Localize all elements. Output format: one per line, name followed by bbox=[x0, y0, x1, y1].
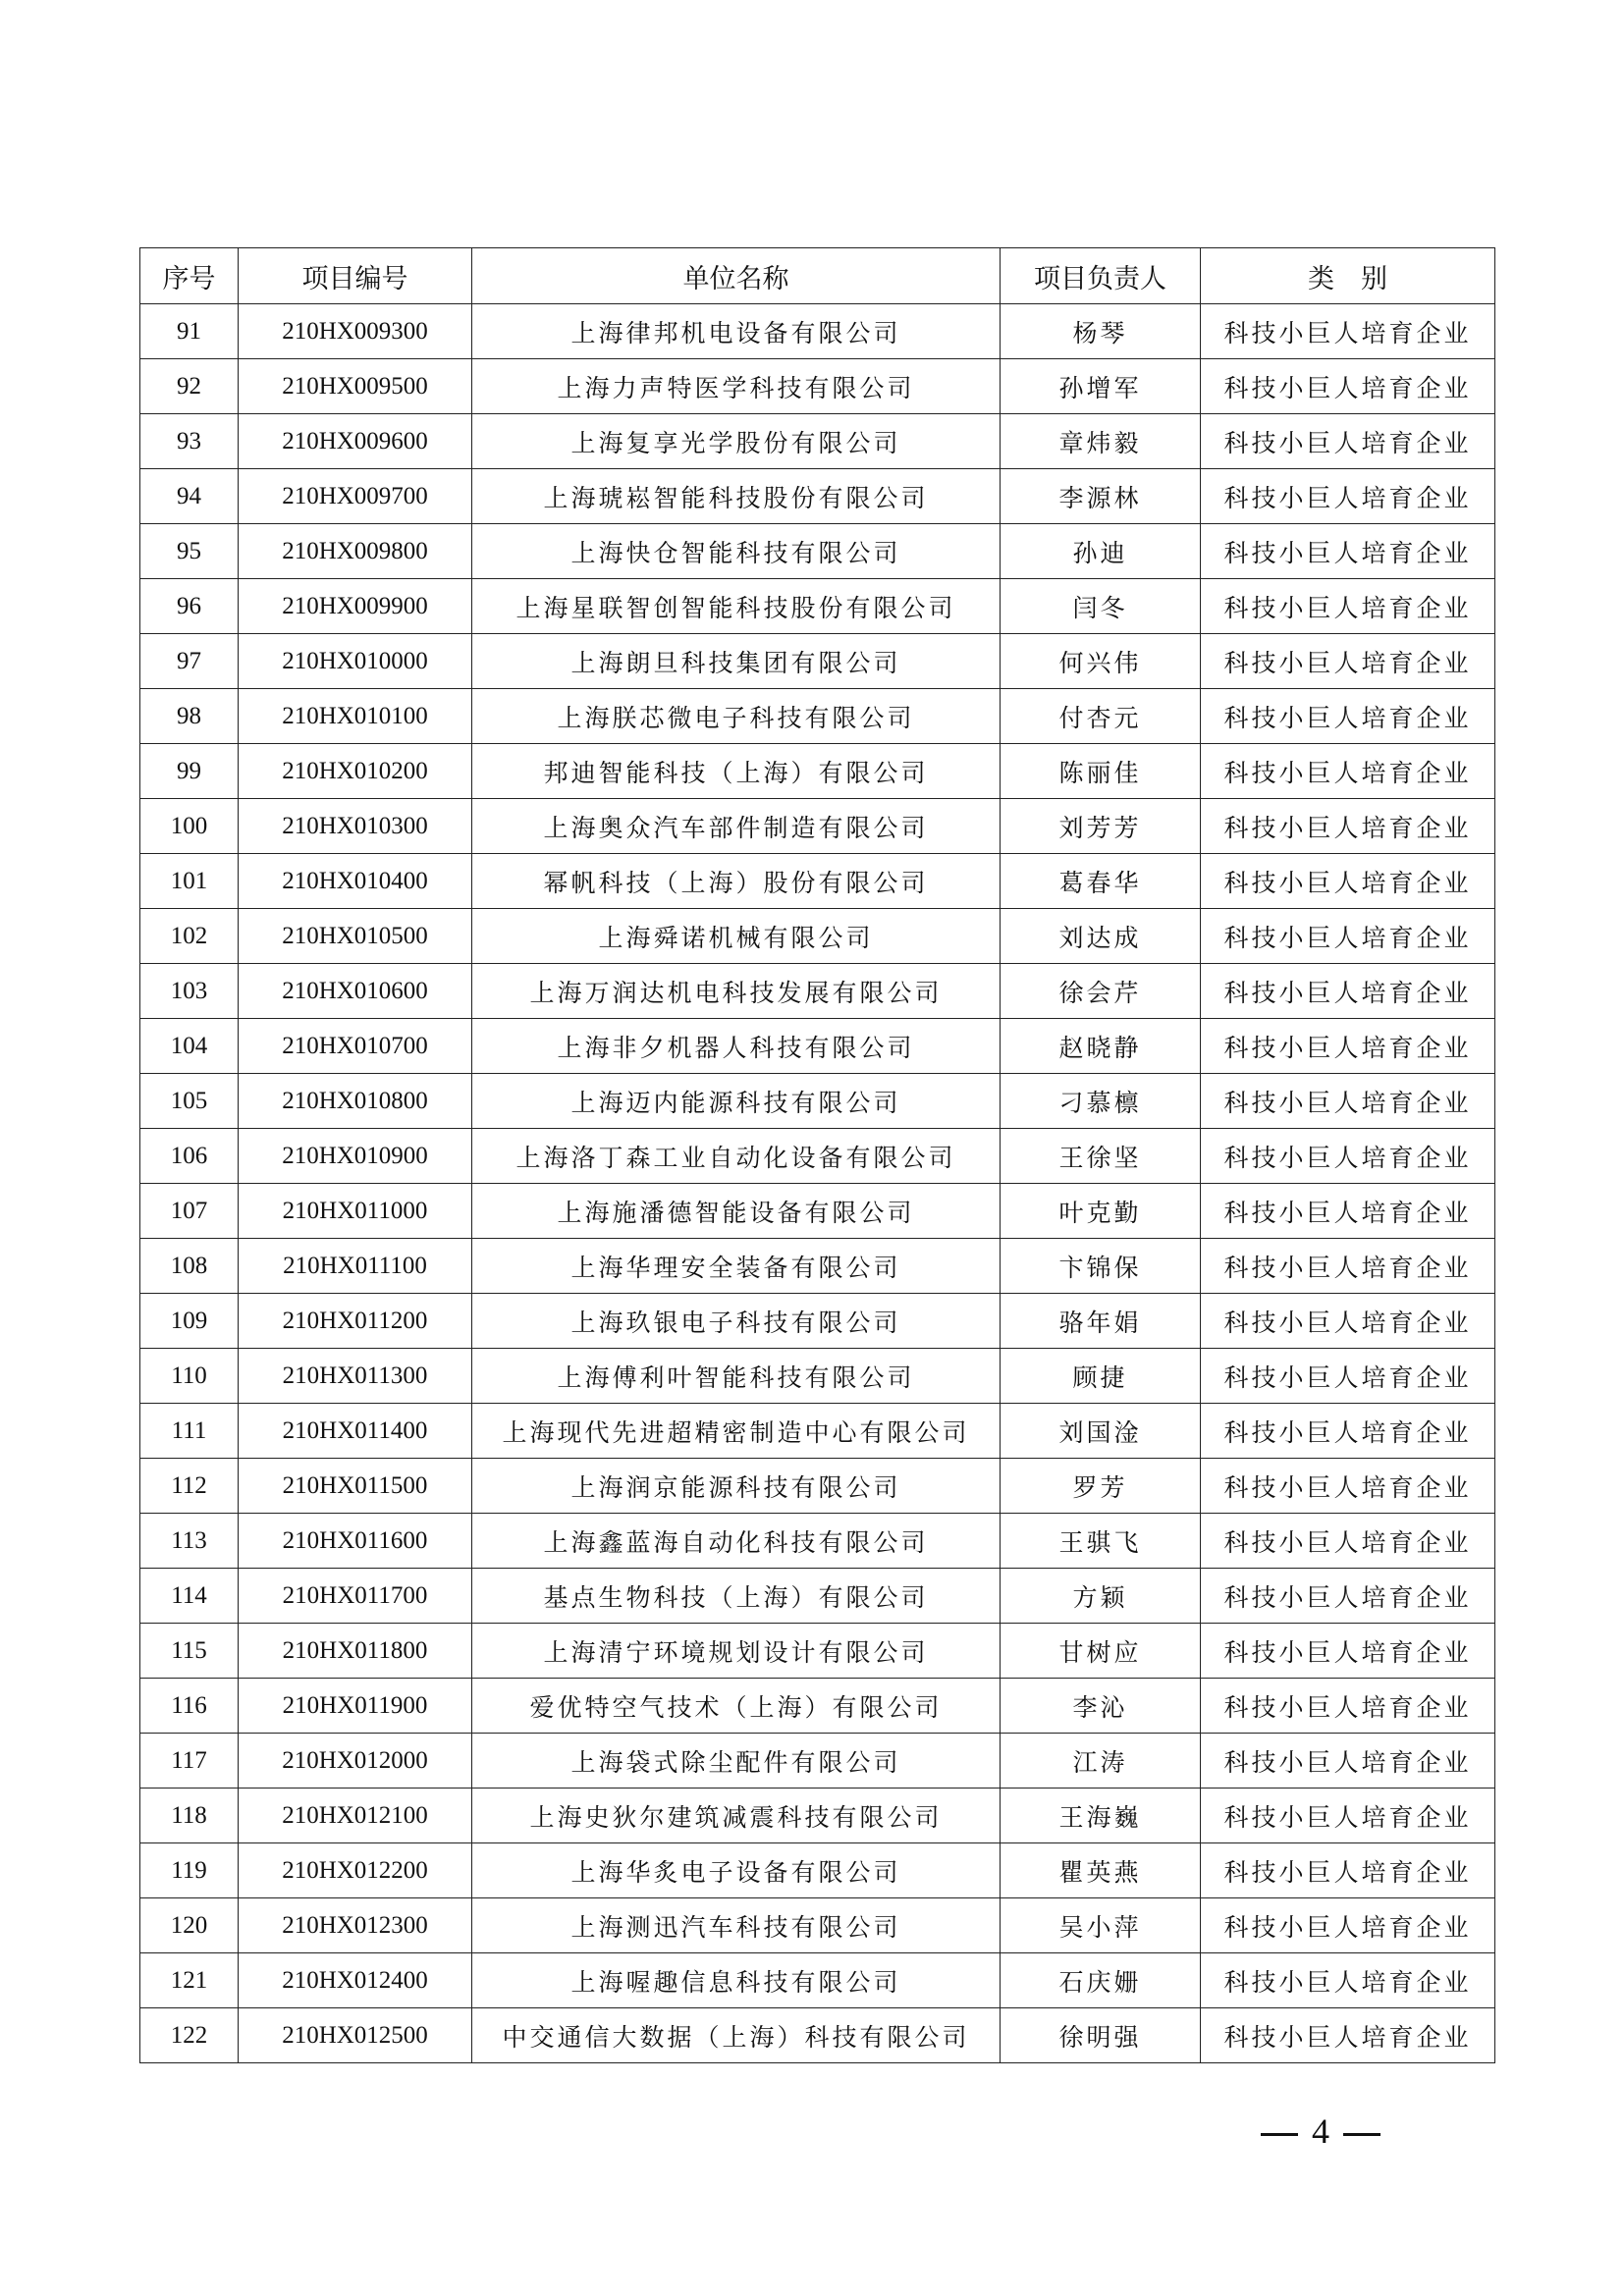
serial-no-cell: 96 bbox=[140, 579, 239, 634]
unit-name-cell: 邦迪智能科技（上海）有限公司 bbox=[472, 744, 1001, 799]
serial-no-cell: 112 bbox=[140, 1459, 239, 1514]
category-cell: 科技小巨人培育企业 bbox=[1201, 1624, 1495, 1679]
unit-name-cell: 上海万润达机电科技发展有限公司 bbox=[472, 964, 1001, 1019]
project-code-cell: 210HX010000 bbox=[239, 634, 472, 689]
category-cell: 科技小巨人培育企业 bbox=[1201, 1019, 1495, 1074]
unit-name-cell: 上海朗旦科技集团有限公司 bbox=[472, 634, 1001, 689]
unit-name-cell: 上海润京能源科技有限公司 bbox=[472, 1459, 1001, 1514]
project-leader-cell: 付杏元 bbox=[1001, 689, 1201, 744]
serial-no-cell: 94 bbox=[140, 469, 239, 524]
project-code-cell: 210HX012200 bbox=[239, 1843, 472, 1898]
serial-no-cell: 115 bbox=[140, 1624, 239, 1679]
serial-no-cell: 99 bbox=[140, 744, 239, 799]
project-code-cell: 210HX010600 bbox=[239, 964, 472, 1019]
project-leader-cell: 卞锦保 bbox=[1001, 1239, 1201, 1294]
project-code-cell: 210HX010800 bbox=[239, 1074, 472, 1129]
serial-no-cell: 102 bbox=[140, 909, 239, 964]
table-row bbox=[140, 414, 1495, 469]
serial-no-cell: 108 bbox=[140, 1239, 239, 1294]
serial-no-cell: 107 bbox=[140, 1184, 239, 1239]
project-leader-cell: 吴小萍 bbox=[1001, 1898, 1201, 1953]
table-row bbox=[140, 524, 1495, 579]
serial-no-cell: 111 bbox=[140, 1404, 239, 1459]
serial-no-cell: 117 bbox=[140, 1734, 239, 1789]
table-row bbox=[140, 1239, 1495, 1294]
table-row bbox=[140, 1734, 1495, 1789]
serial-no-cell: 104 bbox=[140, 1019, 239, 1074]
project-leader-cell: 李源林 bbox=[1001, 469, 1201, 524]
project-code-cell: 210HX012400 bbox=[239, 1953, 472, 2008]
dash-left bbox=[1261, 2133, 1298, 2136]
table-row bbox=[140, 1349, 1495, 1404]
project-leader-cell: 赵晓静 bbox=[1001, 1019, 1201, 1074]
serial-no-cell: 93 bbox=[140, 414, 239, 469]
category-cell: 科技小巨人培育企业 bbox=[1201, 634, 1495, 689]
category-cell: 科技小巨人培育企业 bbox=[1201, 1239, 1495, 1294]
project-code-cell: 210HX009300 bbox=[239, 304, 472, 359]
table-row bbox=[140, 579, 1495, 634]
project-code-cell: 210HX010400 bbox=[239, 854, 472, 909]
project-leader-cell: 刁慕檩 bbox=[1001, 1074, 1201, 1129]
project-code-cell: 210HX011500 bbox=[239, 1459, 472, 1514]
category-cell: 科技小巨人培育企业 bbox=[1201, 1404, 1495, 1459]
serial-no-cell: 121 bbox=[140, 1953, 239, 2008]
serial-no-cell: 100 bbox=[140, 799, 239, 854]
header-category: 类 别 bbox=[1201, 248, 1495, 304]
unit-name-cell: 基点生物科技（上海）有限公司 bbox=[472, 1569, 1001, 1624]
unit-name-cell: 上海星联智创智能科技股份有限公司 bbox=[472, 579, 1001, 634]
unit-name-cell: 上海华炙电子设备有限公司 bbox=[472, 1843, 1001, 1898]
table-row bbox=[140, 1624, 1495, 1679]
category-cell: 科技小巨人培育企业 bbox=[1201, 2008, 1495, 2063]
category-cell: 科技小巨人培育企业 bbox=[1201, 1789, 1495, 1843]
unit-name-cell: 上海舜诺机械有限公司 bbox=[472, 909, 1001, 964]
unit-name-cell: 上海奥众汽车部件制造有限公司 bbox=[472, 799, 1001, 854]
table-row bbox=[140, 1679, 1495, 1734]
serial-no-cell: 109 bbox=[140, 1294, 239, 1349]
project-code-cell: 210HX012500 bbox=[239, 2008, 472, 2063]
project-leader-cell: 罗芳 bbox=[1001, 1459, 1201, 1514]
project-code-cell: 210HX011100 bbox=[239, 1239, 472, 1294]
project-code-cell: 210HX010300 bbox=[239, 799, 472, 854]
table-row bbox=[140, 744, 1495, 799]
project-leader-cell: 何兴伟 bbox=[1001, 634, 1201, 689]
table-row bbox=[140, 359, 1495, 414]
category-cell: 科技小巨人培育企业 bbox=[1201, 1898, 1495, 1953]
project-code-cell: 210HX011400 bbox=[239, 1404, 472, 1459]
table-row bbox=[140, 1074, 1495, 1129]
project-leader-cell: 顾捷 bbox=[1001, 1349, 1201, 1404]
category-cell: 科技小巨人培育企业 bbox=[1201, 1184, 1495, 1239]
unit-name-cell: 上海律邦机电设备有限公司 bbox=[472, 304, 1001, 359]
unit-name-cell: 上海朕芯微电子科技有限公司 bbox=[472, 689, 1001, 744]
project-leader-cell: 瞿英燕 bbox=[1001, 1843, 1201, 1898]
unit-name-cell: 上海琥崧智能科技股份有限公司 bbox=[472, 469, 1001, 524]
project-code-cell: 210HX009500 bbox=[239, 359, 472, 414]
table-row bbox=[140, 909, 1495, 964]
project-leader-cell: 章炜毅 bbox=[1001, 414, 1201, 469]
category-cell: 科技小巨人培育企业 bbox=[1201, 909, 1495, 964]
project-leader-cell: 葛春华 bbox=[1001, 854, 1201, 909]
table-row bbox=[140, 1514, 1495, 1569]
category-cell: 科技小巨人培育企业 bbox=[1201, 1294, 1495, 1349]
page-number bbox=[1247, 2110, 1394, 2152]
category-cell: 科技小巨人培育企业 bbox=[1201, 1459, 1495, 1514]
category-cell: 科技小巨人培育企业 bbox=[1201, 799, 1495, 854]
category-cell: 科技小巨人培育企业 bbox=[1201, 304, 1495, 359]
table-row bbox=[140, 2008, 1495, 2063]
project-code-cell: 210HX009900 bbox=[239, 579, 472, 634]
project-code-cell: 210HX009600 bbox=[239, 414, 472, 469]
project-code-cell: 210HX010900 bbox=[239, 1129, 472, 1184]
table-row bbox=[140, 689, 1495, 744]
serial-no-cell: 116 bbox=[140, 1679, 239, 1734]
table-row bbox=[140, 1459, 1495, 1514]
table-row bbox=[140, 1569, 1495, 1624]
project-code-cell: 210HX011000 bbox=[239, 1184, 472, 1239]
table-row bbox=[140, 1404, 1495, 1459]
serial-no-cell: 119 bbox=[140, 1843, 239, 1898]
project-leader-cell: 刘达成 bbox=[1001, 909, 1201, 964]
project-code-cell: 210HX011700 bbox=[239, 1569, 472, 1624]
category-cell: 科技小巨人培育企业 bbox=[1201, 469, 1495, 524]
serial-no-cell: 113 bbox=[140, 1514, 239, 1569]
category-cell: 科技小巨人培育企业 bbox=[1201, 1349, 1495, 1404]
unit-name-cell: 幂帆科技（上海）股份有限公司 bbox=[472, 854, 1001, 909]
table-row bbox=[140, 1843, 1495, 1898]
unit-name-cell: 上海力声特医学科技有限公司 bbox=[472, 359, 1001, 414]
serial-no-cell: 105 bbox=[140, 1074, 239, 1129]
category-cell: 科技小巨人培育企业 bbox=[1201, 1514, 1495, 1569]
project-leader-cell: 方颖 bbox=[1001, 1569, 1201, 1624]
page-number-text: 4 bbox=[1312, 2111, 1329, 2151]
header-unit-name: 单位名称 bbox=[472, 248, 1001, 304]
project-code-cell: 210HX009700 bbox=[239, 469, 472, 524]
category-cell: 科技小巨人培育企业 bbox=[1201, 1843, 1495, 1898]
table-body bbox=[140, 304, 1495, 2063]
category-cell: 科技小巨人培育企业 bbox=[1201, 1129, 1495, 1184]
project-leader-cell: 徐会芹 bbox=[1001, 964, 1201, 1019]
project-code-cell: 210HX010200 bbox=[239, 744, 472, 799]
unit-name-cell: 上海现代先进超精密制造中心有限公司 bbox=[472, 1404, 1001, 1459]
project-code-cell: 210HX011300 bbox=[239, 1349, 472, 1404]
category-cell: 科技小巨人培育企业 bbox=[1201, 524, 1495, 579]
table-row bbox=[140, 1184, 1495, 1239]
project-leader-cell: 甘树应 bbox=[1001, 1624, 1201, 1679]
serial-no-cell: 120 bbox=[140, 1898, 239, 1953]
serial-no-cell: 98 bbox=[140, 689, 239, 744]
project-code-cell: 210HX010100 bbox=[239, 689, 472, 744]
unit-name-cell: 上海迈内能源科技有限公司 bbox=[472, 1074, 1001, 1129]
project-leader-cell: 王徐坚 bbox=[1001, 1129, 1201, 1184]
unit-name-cell: 上海史狄尔建筑减震科技有限公司 bbox=[472, 1789, 1001, 1843]
unit-name-cell: 上海喔趣信息科技有限公司 bbox=[472, 1953, 1001, 2008]
unit-name-cell: 上海非夕机器人科技有限公司 bbox=[472, 1019, 1001, 1074]
project-code-cell: 210HX012300 bbox=[239, 1898, 472, 1953]
table-row bbox=[140, 1789, 1495, 1843]
project-leader-cell: 杨琴 bbox=[1001, 304, 1201, 359]
project-leader-cell: 孙增军 bbox=[1001, 359, 1201, 414]
table-row bbox=[140, 1898, 1495, 1953]
project-leader-cell: 陈丽佳 bbox=[1001, 744, 1201, 799]
table-row bbox=[140, 1953, 1495, 2008]
serial-no-cell: 114 bbox=[140, 1569, 239, 1624]
project-code-cell: 210HX012100 bbox=[239, 1789, 472, 1843]
category-cell: 科技小巨人培育企业 bbox=[1201, 744, 1495, 799]
unit-name-cell: 爱优特空气技术（上海）有限公司 bbox=[472, 1679, 1001, 1734]
header-serial-no: 序号 bbox=[140, 248, 239, 304]
table-row bbox=[140, 799, 1495, 854]
header-project-leader: 项目负责人 bbox=[1001, 248, 1201, 304]
table-row bbox=[140, 304, 1495, 359]
unit-name-cell: 上海傅利叶智能科技有限公司 bbox=[472, 1349, 1001, 1404]
unit-name-cell: 上海施潘德智能设备有限公司 bbox=[472, 1184, 1001, 1239]
category-cell: 科技小巨人培育企业 bbox=[1201, 964, 1495, 1019]
project-code-cell: 210HX010500 bbox=[239, 909, 472, 964]
serial-no-cell: 91 bbox=[140, 304, 239, 359]
unit-name-cell: 上海快仓智能科技有限公司 bbox=[472, 524, 1001, 579]
unit-name-cell: 上海洛丁森工业自动化设备有限公司 bbox=[472, 1129, 1001, 1184]
serial-no-cell: 118 bbox=[140, 1789, 239, 1843]
project-leader-cell: 江涛 bbox=[1001, 1734, 1201, 1789]
project-leader-cell: 孙迪 bbox=[1001, 524, 1201, 579]
dash-right bbox=[1343, 2133, 1380, 2136]
serial-no-cell: 101 bbox=[140, 854, 239, 909]
unit-name-cell: 上海华理安全装备有限公司 bbox=[472, 1239, 1001, 1294]
header-project-code: 项目编号 bbox=[239, 248, 472, 304]
table-header-row bbox=[140, 248, 1495, 304]
table-row bbox=[140, 854, 1495, 909]
project-code-cell: 210HX011600 bbox=[239, 1514, 472, 1569]
project-leader-cell: 刘芳芳 bbox=[1001, 799, 1201, 854]
serial-no-cell: 95 bbox=[140, 524, 239, 579]
serial-no-cell: 97 bbox=[140, 634, 239, 689]
project-code-cell: 210HX009800 bbox=[239, 524, 472, 579]
unit-name-cell: 上海袋式除尘配件有限公司 bbox=[472, 1734, 1001, 1789]
serial-no-cell: 110 bbox=[140, 1349, 239, 1404]
table-row bbox=[140, 1294, 1495, 1349]
table-row bbox=[140, 1019, 1495, 1074]
category-cell: 科技小巨人培育企业 bbox=[1201, 579, 1495, 634]
project-leader-cell: 李沁 bbox=[1001, 1679, 1201, 1734]
project-code-cell: 210HX011800 bbox=[239, 1624, 472, 1679]
unit-name-cell: 上海清宁环境规划设计有限公司 bbox=[472, 1624, 1001, 1679]
serial-no-cell: 103 bbox=[140, 964, 239, 1019]
serial-no-cell: 122 bbox=[140, 2008, 239, 2063]
project-code-cell: 210HX012000 bbox=[239, 1734, 472, 1789]
serial-no-cell: 106 bbox=[140, 1129, 239, 1184]
project-code-cell: 210HX011200 bbox=[239, 1294, 472, 1349]
unit-name-cell: 中交通信大数据（上海）科技有限公司 bbox=[472, 2008, 1001, 2063]
unit-name-cell: 上海玖银电子科技有限公司 bbox=[472, 1294, 1001, 1349]
unit-name-cell: 上海复享光学股份有限公司 bbox=[472, 414, 1001, 469]
project-list-table bbox=[139, 247, 1495, 2063]
category-cell: 科技小巨人培育企业 bbox=[1201, 689, 1495, 744]
project-leader-cell: 王海巍 bbox=[1001, 1789, 1201, 1843]
table-row bbox=[140, 964, 1495, 1019]
category-cell: 科技小巨人培育企业 bbox=[1201, 359, 1495, 414]
project-leader-cell: 徐明强 bbox=[1001, 2008, 1201, 2063]
serial-no-cell: 92 bbox=[140, 359, 239, 414]
project-leader-cell: 闫冬 bbox=[1001, 579, 1201, 634]
category-cell: 科技小巨人培育企业 bbox=[1201, 854, 1495, 909]
project-leader-cell: 骆年娟 bbox=[1001, 1294, 1201, 1349]
project-leader-cell: 刘国淦 bbox=[1001, 1404, 1201, 1459]
project-leader-cell: 石庆姗 bbox=[1001, 1953, 1201, 2008]
category-cell: 科技小巨人培育企业 bbox=[1201, 1953, 1495, 2008]
project-leader-cell: 叶克勤 bbox=[1001, 1184, 1201, 1239]
project-leader-cell: 王骐飞 bbox=[1001, 1514, 1201, 1569]
category-cell: 科技小巨人培育企业 bbox=[1201, 1679, 1495, 1734]
table-row bbox=[140, 469, 1495, 524]
category-cell: 科技小巨人培育企业 bbox=[1201, 1074, 1495, 1129]
table-row bbox=[140, 634, 1495, 689]
table-row bbox=[140, 1129, 1495, 1184]
unit-name-cell: 上海测迅汽车科技有限公司 bbox=[472, 1898, 1001, 1953]
category-cell: 科技小巨人培育企业 bbox=[1201, 1569, 1495, 1624]
category-cell: 科技小巨人培育企业 bbox=[1201, 1734, 1495, 1789]
project-code-cell: 210HX010700 bbox=[239, 1019, 472, 1074]
project-code-cell: 210HX011900 bbox=[239, 1679, 472, 1734]
unit-name-cell: 上海鑫蓝海自动化科技有限公司 bbox=[472, 1514, 1001, 1569]
category-cell: 科技小巨人培育企业 bbox=[1201, 414, 1495, 469]
